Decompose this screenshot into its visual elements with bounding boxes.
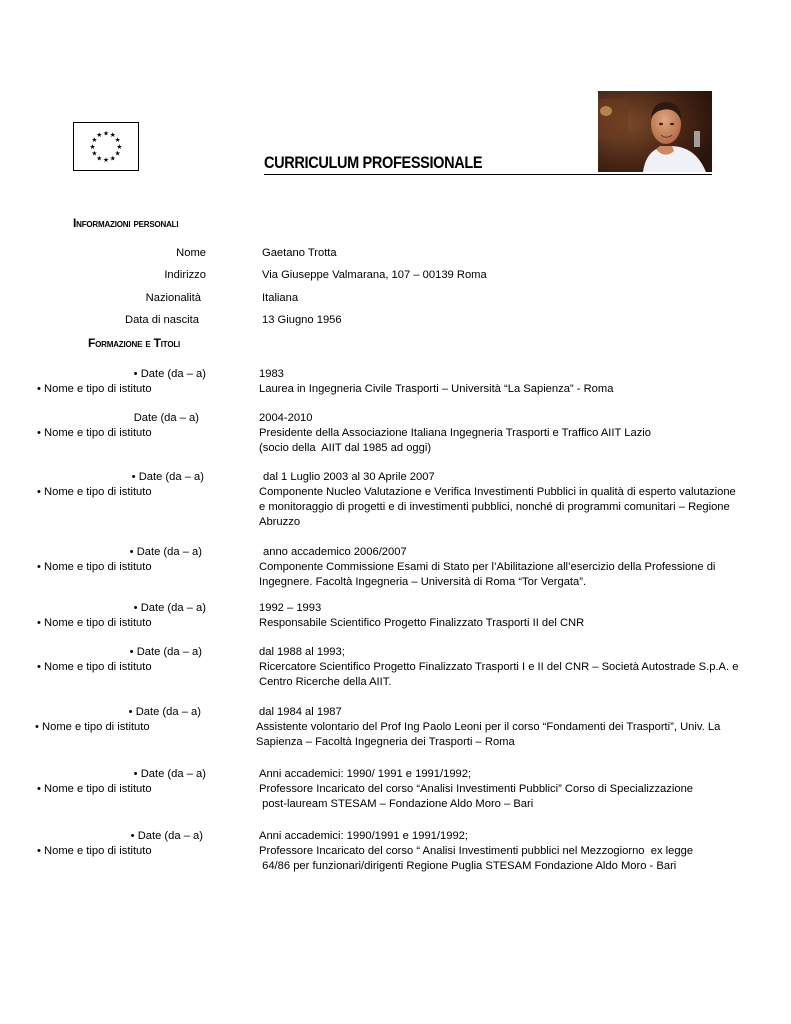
date-value: dal 1984 al 1987 — [259, 706, 342, 718]
institute-line: Ingegnere. Facoltà Ingegneria – Università di Roma “Tor Vergata”. — [259, 576, 587, 588]
date-label: • Date (da – a) — [133, 368, 206, 380]
label-indirizzo: Indirizzo — [164, 269, 206, 281]
institute-value — [259, 616, 729, 631]
date-label: • Date (da – a) — [133, 602, 206, 614]
institute-value — [259, 660, 739, 690]
institute-line: Laurea in Ingegneria Civile Trasporti – Università “La Sapienza” - Roma — [259, 383, 614, 395]
date-value: 2004-2010 — [259, 412, 313, 424]
institute-line: Professore Incaricato del corso “Analisi Investimenti Pubblici” Corso di Specializzazione — [259, 783, 694, 795]
institute-label: • Nome e tipo di istituto — [37, 845, 152, 857]
title-underline — [264, 174, 712, 175]
institute-line: Abruzzo — [259, 516, 301, 528]
date-label: • Date (da – a) — [133, 768, 206, 780]
institute-line: e monitoraggio di progetti e di investimenti pubblici, nonché di programmi comunitari – Regione — [259, 501, 730, 513]
eu-star-icon: ★ — [91, 136, 98, 145]
institute-line: Componente Nucleo Valutazione e Verifica Investimenti Pubblici in qualità di esperto valutazione — [259, 486, 736, 498]
date-value: 1983 — [259, 368, 284, 380]
institute-value — [259, 560, 729, 590]
institute-value — [256, 720, 726, 750]
institute-line: Presidente della Associazione Italiana Ingegneria Trasporti e Traffico AIIT Lazio — [259, 427, 652, 439]
value-nazionalita: Italiana — [262, 292, 299, 304]
section-heading-personal: Informazioni personali — [73, 216, 179, 230]
date-value: dal 1988 al 1993; — [259, 646, 345, 658]
date-value: dal 1 Luglio 2003 al 30 Aprile 2007 — [263, 471, 435, 483]
institute-line: Professore Incaricato del corso “ Analisi Investimenti pubblici nel Mezzogiorno ex legge — [259, 845, 694, 857]
date-label: • Date (da – a) — [129, 646, 202, 658]
date-label: • Date (da – a) — [128, 706, 201, 718]
eu-star-icon: ★ — [96, 154, 103, 163]
institute-line: (socio della AIIT dal 1985 ad oggi) — [259, 442, 432, 454]
value-indirizzo: Via Giuseppe Valmarana, 107 – 00139 Roma — [262, 269, 487, 281]
label-nome: Nome — [176, 247, 206, 259]
institute-label: • Nome e tipo di istituto — [35, 721, 150, 733]
institute-line: Centro Ricerche della AIIT. — [259, 676, 392, 688]
date-label: • Date (da – a) — [129, 546, 202, 558]
eu-star-icon: ★ — [102, 156, 110, 165]
date-label: Date (da – a) — [133, 412, 199, 424]
page-title: CURRICULUM PROFESSIONALE — [264, 154, 483, 172]
eu-star-icon: ★ — [109, 131, 116, 140]
institute-label: • Nome e tipo di istituto — [37, 383, 152, 395]
eu-star-icon: ★ — [89, 142, 96, 151]
institute-line: Componente Commissione Esami di Stato per l’Abilitazione all’esercizio della Professione di — [259, 561, 716, 573]
institute-label: • Nome e tipo di istituto — [37, 617, 152, 629]
institute-value — [259, 844, 729, 874]
institute-label: • Nome e tipo di istituto — [37, 486, 152, 498]
institute-label: • Nome e tipo di istituto — [37, 427, 152, 439]
label-nazionalita: Nazionalità — [145, 292, 201, 304]
eu-star-icon: ★ — [91, 149, 98, 158]
eu-flag-logo — [73, 122, 139, 171]
date-value: anno accademico 2006/2007 — [263, 546, 407, 558]
eu-star-icon: ★ — [96, 131, 103, 140]
section-heading-formazione: Formazione e Titoli — [88, 336, 181, 350]
value-data-nascita: 13 Giugno 1956 — [262, 314, 342, 326]
institute-label: • Nome e tipo di istituto — [37, 783, 152, 795]
institute-line: post-lauream STESAM – Fondazione Aldo Moro – Bari — [259, 798, 534, 810]
institute-line: Responsabile Scientifico Progetto Finalizzato Trasporti II del CNR — [259, 617, 585, 629]
eu-star-icon: ★ — [116, 142, 123, 151]
date-value: 1992 – 1993 — [259, 602, 322, 614]
institute-line: Sapienza – Facoltà Ingegneria dei Trasporti – Roma — [256, 736, 515, 748]
date-value: Anni accademici: 1990/ 1991 e 1991/1992; — [259, 768, 472, 780]
date-label: • Date (da – a) — [130, 830, 203, 842]
date-value: Anni accademici: 1990/1991 e 1991/1992; — [259, 830, 468, 842]
eu-star-icon: ★ — [109, 154, 116, 163]
institute-label: • Nome e tipo di istituto — [37, 661, 152, 673]
portrait-photo — [598, 91, 712, 172]
institute-value — [259, 426, 729, 456]
eu-star-icon: ★ — [114, 149, 121, 158]
value-nome: Gaetano Trotta — [262, 247, 337, 259]
institute-label: • Nome e tipo di istituto — [37, 561, 152, 573]
institute-line: Assistente volontario del Prof Ing Paolo Leoni per il corso “Fondamenti dei Trasporti”, Univ. La — [256, 721, 721, 733]
date-label: • Date (da – a) — [131, 471, 204, 483]
institute-value — [259, 485, 736, 530]
institute-line: 64/86 per funzionari/dirigenti Regione Puglia STESAM Fondazione Aldo Moro - Bari — [259, 860, 677, 872]
institute-line: Ricercatore Scientifico Progetto Finalizzato Trasporti I e II del CNR – Società Autostrade S.p.A. e — [259, 661, 739, 673]
eu-star-icon: ★ — [114, 136, 121, 145]
label-data-nascita: Data di nascita — [124, 314, 199, 326]
institute-value — [259, 382, 729, 397]
eu-star-icon: ★ — [102, 129, 110, 138]
institute-value — [259, 782, 729, 812]
